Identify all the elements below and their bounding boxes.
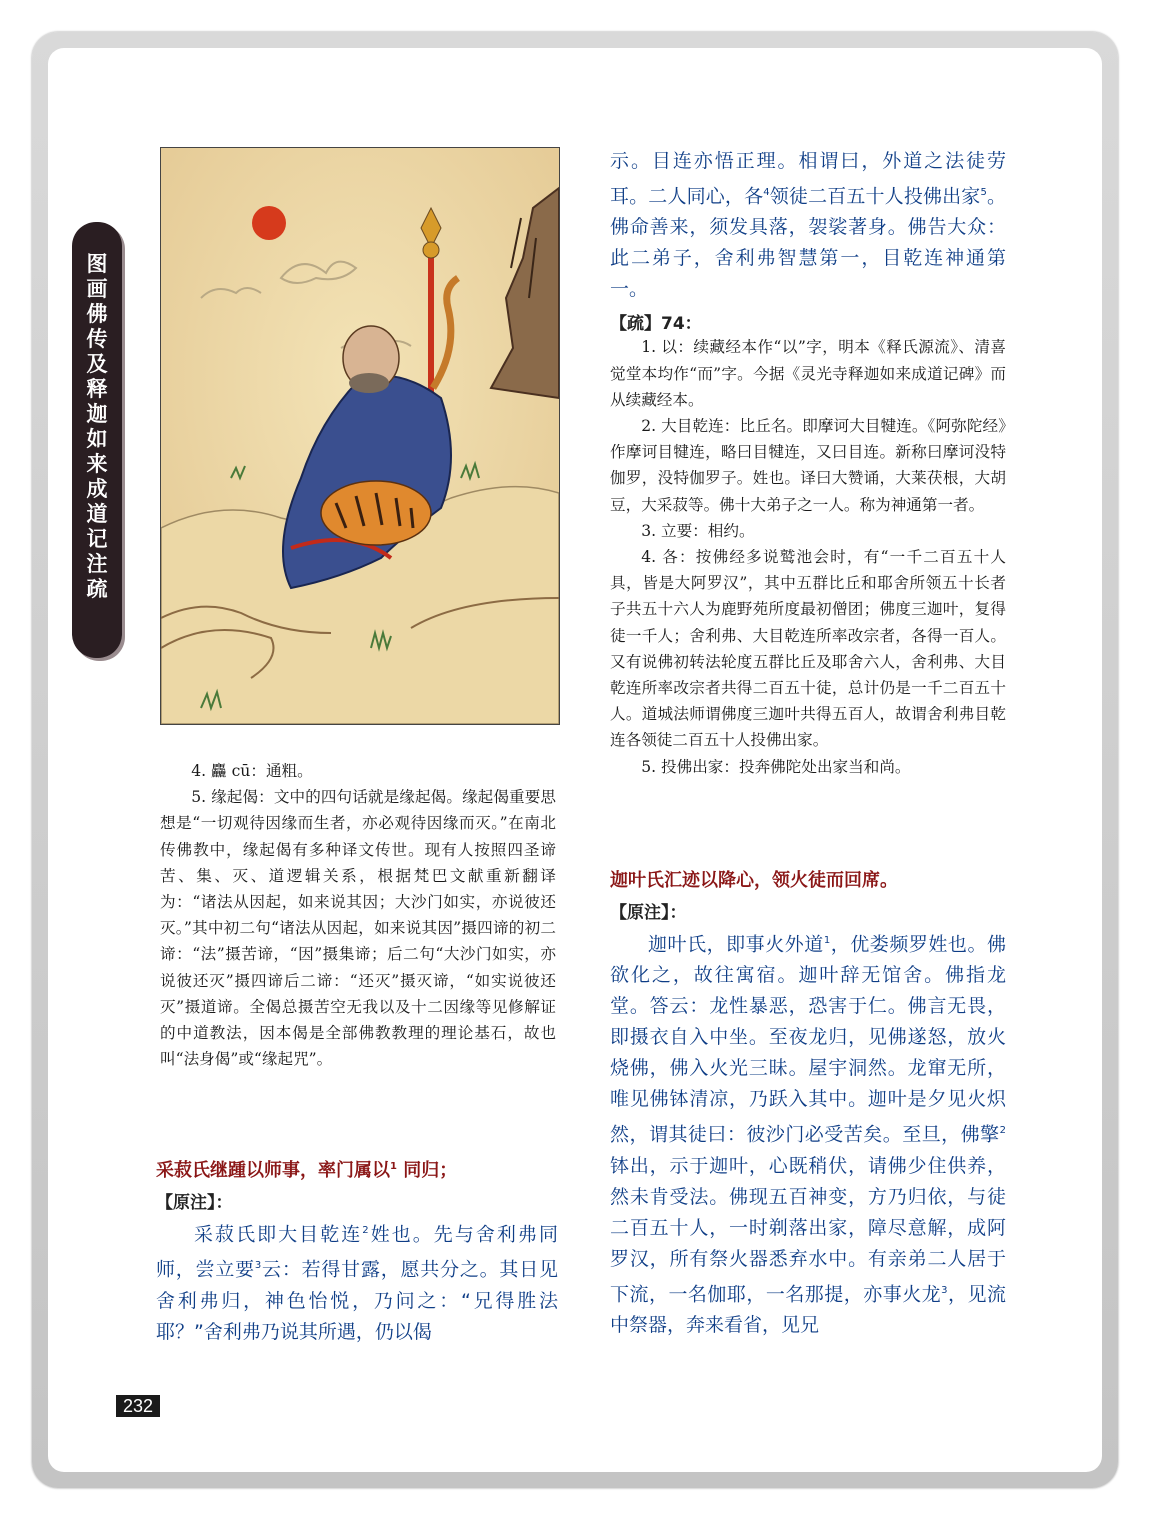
footnote-ref-3b: 3: [941, 1284, 948, 1296]
note-4-cu: 4. 麤 cū：通粗。: [191, 762, 313, 780]
original-note-text-2: [610, 925, 1006, 1341]
footnote-ref-3: 3: [254, 1260, 262, 1272]
painting-svg: [161, 148, 559, 724]
side-title-char: 迦: [86, 402, 108, 426]
page-number: 232: [116, 1395, 160, 1417]
side-title-char: 图: [86, 252, 108, 276]
side-title-char: 传: [86, 327, 108, 351]
orig2-text-d: ，见流中祭器，奔来看省，见兄: [610, 1282, 1006, 1336]
commentary-note-5: 5. 投佛出家：投奔佛陀处出家当和尚。: [641, 757, 911, 776]
heading-text-end: 同归；: [396, 1160, 458, 1181]
orig2-text-a: 迦叶氏，即事火外道: [648, 933, 824, 956]
commentary-tag: 【疏】74：: [610, 314, 702, 335]
section-caishushi: [156, 1156, 558, 1348]
side-title-char: 成: [86, 477, 108, 501]
orig-text-b: 姓也。先与舍利弗同师，尝立要: [156, 1223, 558, 1281]
side-title-char: 画: [86, 277, 108, 301]
cont-text-a: 示。目连亦悟正理。相谓曰，外道之法徒劳耳。二人同心，各: [610, 150, 1006, 208]
heading-text: 采菽氏继踵以师事，率门属以: [156, 1160, 390, 1181]
heading-footnote-ref: 1: [390, 1161, 397, 1172]
original-note-tag-2: 【原注】：: [610, 903, 687, 923]
side-title-char: 佛: [86, 302, 108, 326]
side-title-char: 记: [86, 527, 108, 551]
continued-original-text: [610, 146, 1006, 305]
footnote-ref-2b: 2: [999, 1125, 1006, 1137]
commentary-note-4: 4. 各：按佛经多说鹫池会时，有“一千二百五十人具，皆是大阿罗汉”，其中五群比丘和耶舍所领五十长者子共五十六人为鹿野苑所度最初僧团；佛度三迦叶，复得徒一千人；舍利弗、大目乾连所率改宗者，各得一百人。又有说佛初转法轮度五群比丘及耶舍六人，舍利弗、大目乾连所率改宗者共得二百五十徒，总计仍是一千二百五十人。道城法师谓佛度三迦叶共得五百人，故谓舍利弗目乾连各领徒二百五十人投佛出家。: [610, 547, 1006, 750]
orig2-text-c: 钵出，示于迦叶，心既稍伏，请佛少住供养，然未肯受法。佛现五百神变，方乃归依，与徒二百五十人，一时剃落出家，障尽意解，成阿罗汉，所有祭火器悉弃水中。有亲弟二人居于下流，一名伽耶，一名那提，亦事火龙: [610, 1154, 1006, 1305]
commentary-note-3: 3. 立要：相约。: [641, 521, 755, 540]
section-heading-2: 迦叶氏汇迹以降心，领火徒而回席。: [610, 870, 898, 891]
cont-text-c: 。佛命善来，须发具落，袈裟著身。佛告大众：此二弟子，舍利弗智慧第一，目乾连神通第一。: [610, 185, 1006, 301]
buddhist-painting-image: [160, 147, 560, 725]
note-5-yuanqi-ji: 5. 缘起偈：文中的四句话就是缘起偈。缘起偈重要思想是“一切观待因缘而生者，亦必观待因缘而灭。”在南北传佛教中，缘起偈有多种译文传世。现有人按照四圣谛苦、集、灭、道逻辑关系，根据梵巴文献重新翻译为：“诸法从因起，如来说其因；大沙门如实，亦说彼还灭。”其中初二句“诸法从因起，如来说其因”摄四谛的初二谛：“法”摄苦谛，“因”摄集谛；后二句“大沙门如实，亦说彼还灭”摄四谛后二谛：“还灭”摄灭谛，“如实说彼还灭”摄道谛。全偈总摄苦空无我以及十二因缘等见修解证的中道教法，因本偈是全部佛教教理的理论基石，故也叫“法身偈”或“缘起咒”。: [160, 788, 556, 1069]
cont-text-b: 领徒二百五十人投佛出家: [769, 185, 981, 208]
side-title-char: 注: [86, 552, 108, 576]
red-sun-icon: [252, 206, 286, 240]
footnote-ref-1: 1: [823, 935, 831, 946]
footnote-ref-2: 2: [362, 1225, 369, 1236]
side-title-char: 如: [86, 427, 108, 451]
side-title-char: 道: [86, 502, 108, 526]
section-heading: [156, 1156, 558, 1182]
side-title-char: 释: [86, 377, 108, 401]
footnote-ref-4: 4: [763, 187, 770, 198]
left-notes: [160, 758, 556, 1072]
orig-text-a: 采菽氏即大目乾连: [194, 1223, 363, 1246]
original-note-tag: 【原注】：: [156, 1193, 233, 1213]
side-title-char: 疏: [86, 577, 108, 601]
side-title-char: 及: [86, 352, 108, 376]
orig2-text-b: ，优娄频罗姓也。佛欲化之，故往寓宿。迦叶辞无馆舍。佛指龙堂。答云：龙性暴恶，恐害于仁。佛言无畏，即摄衣自入中坐。至夜龙归，见佛遂怒，放火烧佛，佛入火光三昧。屋宇洞然。龙窜无所，唯见佛钵清凉，乃跃入其中。迦叶是夕见火炽然，谓其徒曰：彼沙门必受苦矣。至旦，佛擎: [610, 933, 1006, 1146]
footnote-ref-5: 5: [980, 187, 987, 198]
original-note-text: [156, 1215, 558, 1348]
side-title-tab: [72, 222, 122, 658]
section-jiayeshi: [610, 866, 1006, 1341]
orig-text-c: 云：若得甘露，愿共分之。其日见舍利弗归，神色怡悦，乃问之：“兄得胜法耶？”舍利弗乃说其所遇，仍以偈: [156, 1258, 558, 1343]
right-column: [610, 146, 1006, 780]
commentary-note-1: 1. 以：续藏经本作“以”字，明本《释氏源流》、清喜觉堂本均作“而”字。今据《灵光寺释迦如来成道记碑》而从续藏经本。: [610, 338, 1006, 409]
side-title-char: 来: [86, 452, 108, 476]
side-title-text: [72, 252, 122, 602]
commentary-note-2: 2. 大目乾连：比丘名。即摩诃大目犍连。《阿弥陀经》作摩诃目犍连，略曰目犍连，又曰目连。新称曰摩诃没特伽罗，没特伽罗子。姓也。译曰大赞诵，大莱茯根，大胡豆，大采菽等。佛十大弟子之一人。称为神通第一者。: [610, 416, 1006, 514]
